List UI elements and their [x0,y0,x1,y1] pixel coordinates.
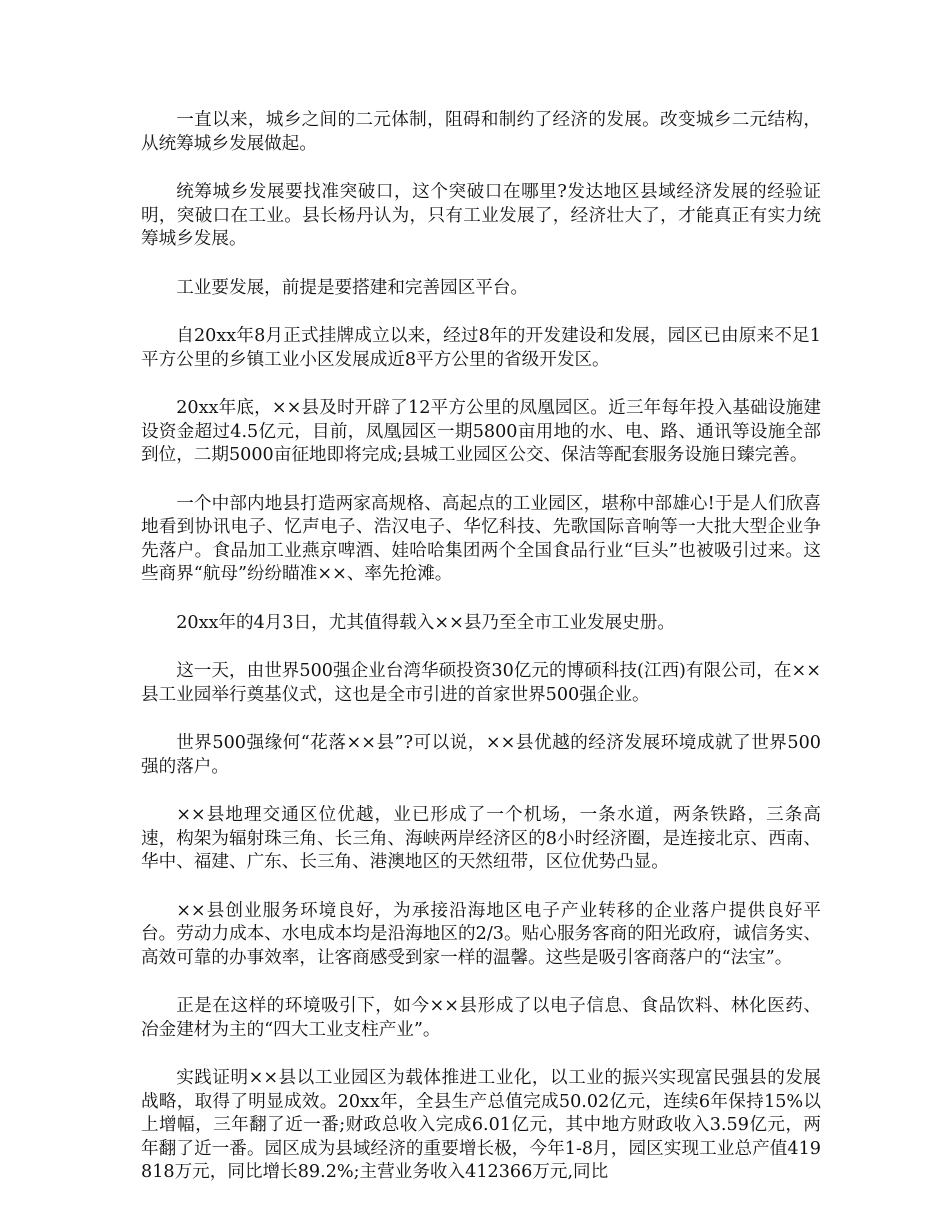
paragraph-9: 世界500强缘何“花落××县”?可以说，××县优越的经济发展环境成就了世界500强的落户。 [141,733,821,777]
paragraph-12: 正是在这样的环境吸引下，如今××县形成了以电子信息、食品饮料、林化医药、冶金建材为主的“四大工业支柱产业”。 [141,996,821,1040]
paragraph-8: 这一天，由世界500强企业台湾华硕投资30亿元的博硕科技(江西)有限公司，在××县工业园举行奠基仪式，这也是全市引进的首家世界500强企业。 [141,661,821,705]
paragraph-6: 一个中部内地县打造两家高规格、高起点的工业园区，堪称中部雄心!于是人们欣喜地看到协讯电子、忆声电子、浩汉电子、华忆科技、先歌国际音响等一大批大型企业争先落户。食品加工业燕京啤酒、娃哈哈集团两个全国食品行业“巨头”也被吸引过来。这些商界“航母”纷纷瞄准××、率先抢滩。 [141,493,821,584]
paragraph-1: 一直以来，城乡之间的二元体制，阻碍和制约了经济的发展。改变城乡二元结构，从统筹城乡发展做起。 [141,110,821,154]
document-body [141,109,821,1210]
paragraph-4: 自20xx年8月正式挂牌成立以来，经过8年的开发建设和发展，园区已由原来不足1平方公里的乡镇工业小区发展成近8平方公里的省级开发区。 [141,326,821,370]
paragraph-3: 工业要发展，前提是要搭建和完善园区平台。 [176,277,529,298]
paragraph-2: 统筹城乡发展要找准突破口，这个突破口在哪里?发达地区县域经济发展的经验证明，突破口在工业。县长杨丹认为，只有工业发展了，经济壮大了，才能真正有实力统筹城乡发展。 [141,182,821,249]
paragraph-10: ××县地理交通区位优越，业已形成了一个机场，一条水道，两条铁路，三条高速，构架为辐射珠三角、长三角、海峡两岸经济区的8小时经济圈，是连接北京、西南、华中、福建、广东、长三角、港澳地区的天然纽带，区位优势凸显。 [141,805,821,872]
paragraph-11: ××县创业服务环境良好，为承接沿海地区电子产业转移的企业落户提供良好平台。劳动力成本、水电成本均是沿海地区的2/3。贴心服务客商的阳光政府，诚信务实、高效可靠的办事效率，让客商感受到家一样的温馨。这些是吸引客商落户的“法宝”。 [141,900,821,968]
paragraph-13: 实践证明××县以工业园区为载体推进工业化，以工业的振兴实现富民强县的发展战略，取得了明显成效。20xx年，全县生产总值完成50.02亿元，连续6年保持15%以上增幅，三年翻了近一番;财政总收入完成6.01亿元，其中地方财政收入3.59亿元，两年翻了近一番。园区成为县域经济的重要增长极，今年1-8月，园区实现工业总产值419818万元，同比增长89.2%;主营业务收入412366万元,同比 [141,1068,821,1182]
paragraph-5: 20xx年底，××县及时开辟了12平方公里的凤凰园区。近三年每年投入基础设施建设资金超过4.5亿元，目前，凤凰园区一期5800亩用地的水、电、路、通讯等设施全部到位，二期5000亩征地即将完成;县城工业园区公交、保洁等配套服务设施日臻完善。 [141,398,821,465]
paragraph-7: 20xx年的4月3日，尤其值得载入××县乃至全市工业发展史册。 [176,612,675,633]
